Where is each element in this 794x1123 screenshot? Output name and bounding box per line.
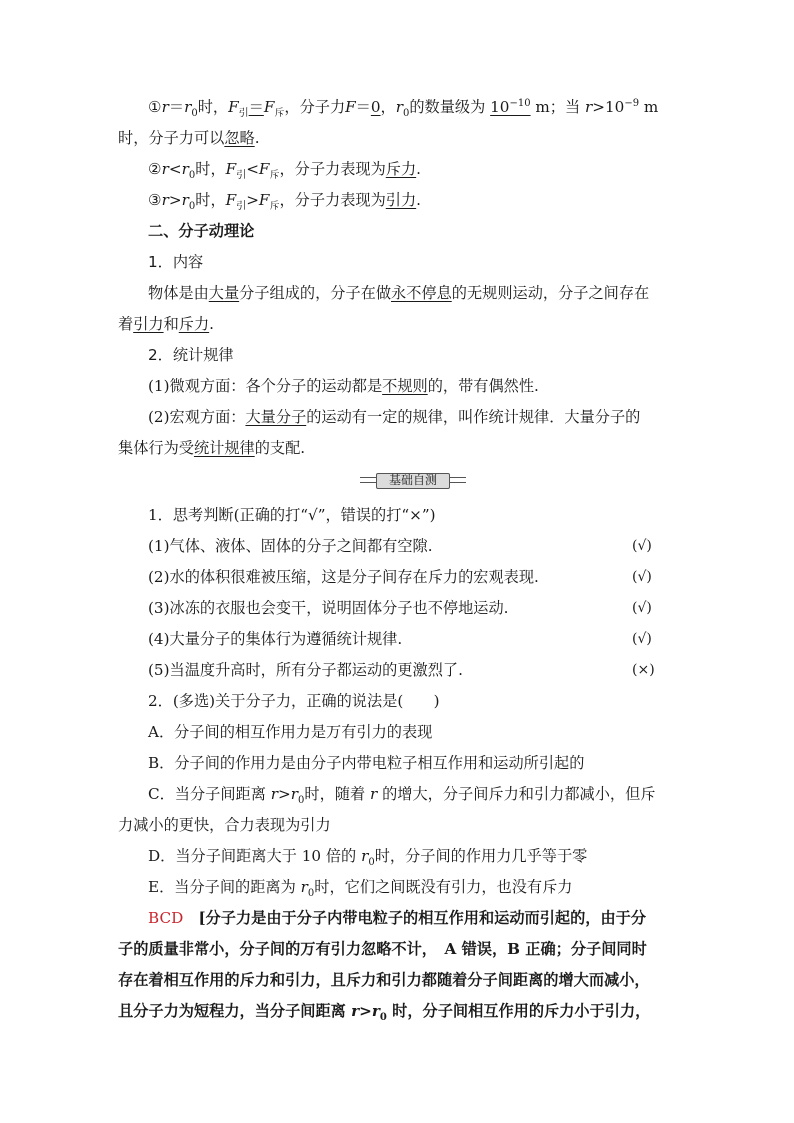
option-b: B．分子间的作用力是由分子内带电粒子相互作用和运动所引起的 xyxy=(148,754,585,772)
judgement-mark-5: (×) xyxy=(632,662,655,678)
section-heading: 二、分子动理论 xyxy=(148,222,255,240)
subheading-content: 1．内容 xyxy=(148,253,204,271)
option-d: D．当分子间距离大于 10 倍的 $r_0$时，分子间的作用力几乎等于零 xyxy=(148,847,588,869)
section-label-banner xyxy=(360,472,466,490)
judgement-item-3: (3)冰冻的衣服也会变干，说明固体分子也不停地运动. xyxy=(148,599,509,617)
judgement-mark-3: (√) xyxy=(632,600,652,616)
option-c-line-1: C．当分子间距离 $r>r_0$时，随着 r 的增大，分子间斥力和引力都减小，但斥 xyxy=(148,785,656,807)
condition-line-2: $②r<r_0$时，$F_引<F_斥$，分子力表现为斥力. xyxy=(148,160,421,182)
question-2: 2．(多选)关于分子力，正确的说法是( ) xyxy=(148,692,440,710)
solution-line-4: 且分子力为短程力，当分子间距离 $r>r_0$ 时，分子间相互作用的斥力小于引力， xyxy=(118,1002,651,1024)
section-label: 基础自测 xyxy=(388,473,437,487)
judgement-item-4: (4)大量分子的集体行为遵循统计规律. xyxy=(148,630,403,648)
condition-line-3: $③r>r_0$时，$F_引>F_斥$，分子力表现为引力. xyxy=(148,191,421,213)
paragraph-content-1: 物体是由大量分子组成的，分子在做永不停息的无规则运动，分子之间存在 xyxy=(148,284,650,302)
subheading-statistics: 2．统计规律 xyxy=(148,346,234,364)
option-e: E．当分子间的距离为 $r_0$时，它们之间既没有引力，也没有斥力 xyxy=(148,878,573,900)
paragraph-macro-1: (2)宏观方面：大量分子的运动有一定的规律，叫作统计规律．大量分子的 xyxy=(148,408,641,426)
condition-line-1: $①r=r_0$时，$F_引=F_斥$，分子力F＝0，$r_0$的数量级为 $10^{-10}$ m；当 $r>10^{-9}$ m xyxy=(148,97,659,120)
condition-line-1b: 时，分子力可以忽略. xyxy=(118,129,260,147)
judgement-mark-2: (√) xyxy=(632,569,652,585)
question-1: 1．思考判断(正确的打“√”，错误的打“×”) xyxy=(148,506,436,524)
option-c-line-2: 力减小的更快，合力表现为引力 xyxy=(118,816,331,834)
judgement-mark-1: (√) xyxy=(632,538,652,554)
answer-key: BCD xyxy=(148,909,184,927)
judgement-item-2: (2)水的体积很难被压缩，这是分子间存在斥力的宏观表现. xyxy=(148,568,539,586)
paragraph-content-2: 着引力和斥力. xyxy=(118,315,214,333)
judgement-mark-4: (√) xyxy=(632,631,652,647)
option-a: A．分子间的相互作用力是万有引力的表现 xyxy=(148,723,433,741)
paragraph-macro-2: 集体行为受统计规律的支配. xyxy=(118,439,306,457)
judgement-item-5: (5)当温度升高时，所有分子都运动的更激烈了. xyxy=(148,661,463,679)
paragraph-micro: (1)微观方面：各个分子的运动都是不规则的，带有偶然性. xyxy=(148,377,539,395)
judgement-item-1: (1)气体、液体、固体的分子之间都有空隙. xyxy=(148,537,433,555)
solution-line-1: BCD [分子力是由于分子内带电粒子的相互作用和运动而引起的，由于分 xyxy=(148,909,647,927)
solution-line-3: 存在着相互作用的斥力和引力，且斥力和引力都随着分子间距离的增大而减小， xyxy=(118,971,650,989)
solution-line-2: 子的质量非常小，分子间的万有引力忽略不计， A 错误，B 正确；分子间同时 xyxy=(118,940,647,958)
